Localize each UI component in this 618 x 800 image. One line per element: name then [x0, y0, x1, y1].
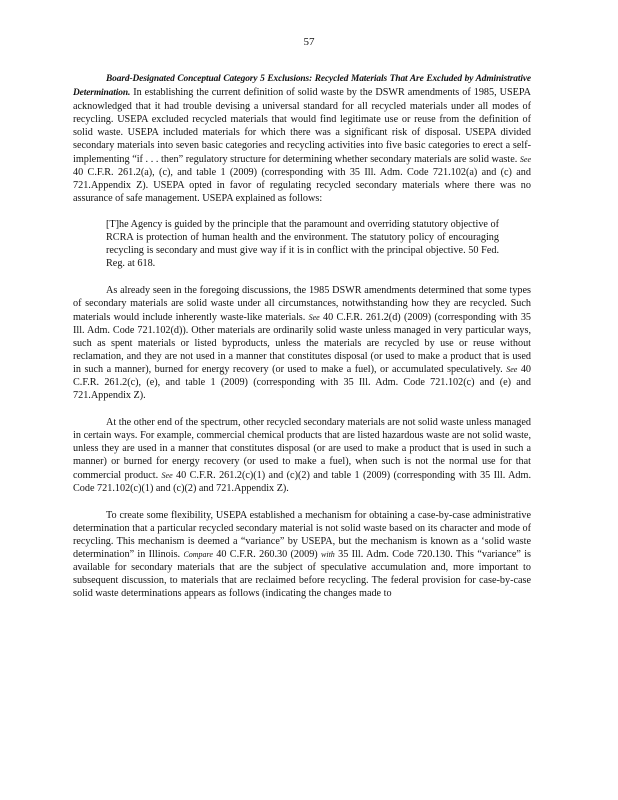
citation-signal: with [321, 550, 335, 559]
paragraph-text: At the other end of the spectrum, other recycled secondary materials are not solid waste unless managed in certain ways. For example, commercial chemical products that are listed hazardous waste are not solid waste, unless they are used in a manner that constitutes disposal (or are used to make a product that is used in such a manner) or burned for energy recovery (or used to make a fuel), when such is not the normal use for that commercial product. [73, 417, 531, 481]
paragraph-text: 40 C.F.R. 261.2(d) (2009) (corresponding with 35 Ill. Adm. Code 721.102(d)). Other materials are ordinarily solid waste unless managed in very particular ways, such as spent materials or listed byproducts, unless the materials are recycled by use or reuse without reclamation, and they are not used in a manner that constitutes disposal (or used to make a product that is used in such a manner), burned for energy recovery (or used to make a fuel), or accumulated speculatively. [73, 311, 532, 375]
section-heading: Board-Designated Conceptual Category 5 Exclusions: Recycled Materials That Are Excluded by Administrative Determination. [73, 74, 531, 99]
paragraph-2 [73, 284, 531, 402]
paragraph-text: In establishing the current definition of solid waste by the DSWR amendments of 1985, USEPA acknowledged that it had trouble devising a universal standard for all recycled materials under all modes of recycling. USEPA excluded recycled materials that would find legitimate use or reuse from the definition of solid waste. USEPA included materials for which there was a significant risk of disposal. USEPA divided secondary materials into seven basic categories and recycling activities into five basic categories to erect a self-implementing “if . . . then” regulatory structure for determining whether secondary materials are solid waste. [73, 87, 531, 165]
page-number: 57 [303, 36, 315, 48]
citation-signal: See [506, 364, 518, 374]
paragraph-text: 35 Ill. Adm. Code 720.130. This “variance” is available for secondary materials that are the subject of speculative accumulation and, more important to subsequent discussion, to materials that are reclaimed before recycling. The federal provision for case-by-case solid waste determinations appears as follows (indicating the changes made to [73, 549, 531, 600]
citation-signal: Compare [183, 550, 213, 559]
paragraph-4 [73, 509, 531, 601]
paragraph-text: 40 C.F.R. 261.2(a), (c), and table 1 (2009) (corresponding with 35 Ill. Adm. Code 721.102(a) and (c) and 721.Appendix Z). USEPA opted in favor of regulating recycled secondary materials where there was no assurance of safe management. USEPA explained as follows: [73, 166, 531, 204]
document-body [73, 72, 531, 600]
paragraph-text: 40 C.F.R. 261.2(c)(1) and (c)(2) and table 1 (2009) (corresponding with 35 Ill. Adm. Code 721.102(c)(1) and (c)(2) and 721.Appendix Z). [73, 469, 532, 494]
paragraph-text: 40 C.F.R. 260.30 (2009) [212, 549, 322, 560]
paragraph-3 [73, 416, 531, 495]
citation-signal: See [161, 470, 173, 480]
citation-signal: See [308, 312, 320, 322]
block-quote: [T]he Agency is guided by the principle that the paramount and overriding statutory objective of RCRA is protection of human health and the environment. The statutory policy of encouraging recycling is secondary and must give way if it is in conflict with the principal objective. 50 Fed. Reg. at 618. [106, 218, 499, 270]
paragraph-text: As already seen in the foregoing discussions, the 1985 DSWR amendments determined that some types of secondary materials are solid waste under all circumstances, notwithstanding how they are recycled. Such materials would include inherently waste-like materials. [73, 285, 531, 323]
paragraph-1 [73, 72, 531, 205]
citation-signal: See [519, 154, 531, 164]
paragraph-text: To create some flexibility, USEPA established a mechanism for obtaining a case-by-case administrative determination that a particular recycled secondary material is not solid waste based on its character and mode of recycling. This mechanism is deemed a “variance” by USEPA, but the mechanism is known as a ‘solid waste determination” in Illinois. [73, 509, 531, 560]
paragraph-text: 40 C.F.R. 261.2(c), (e), and table 1 (2009) (corresponding with 35 Ill. Adm. Code 721.102(c) and (e) and 721.Appendix Z). [73, 363, 532, 402]
